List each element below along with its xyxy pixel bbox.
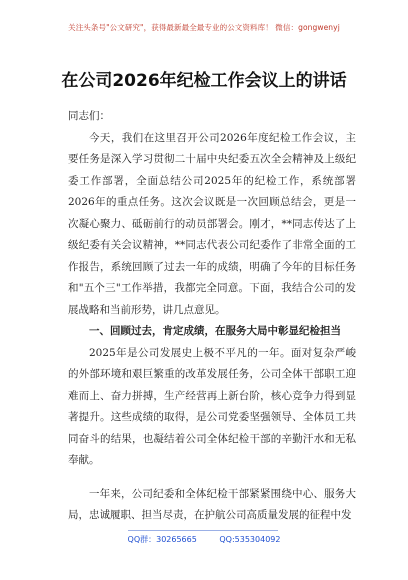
document-title: 在公司2026年纪检工作会议上的讲话 bbox=[61, 71, 347, 91]
section-paragraph: 一年来，公司纪委和全体纪检干部紧紧围绕中心、服务大局，忠诚履职、担当尽责，在护航公司高质量发展的征程中发 bbox=[68, 487, 356, 521]
document-body bbox=[68, 106, 356, 527]
section-paragraph: 2025年是公司发展史上极不平凡的一年。面对复杂严峻的外部环境和艰巨繁重的改革发展任务，公司全体干部职工迎难而上、奋力拼搏，生产经营再上新台阶，核心竞争力得到显著提升。这些成绩的取得，是公司党委坚强领导、全体员工共同奋斗的结果，也凝结着公司全体纪检干部的辛勤汗水和无私奉献。 bbox=[68, 346, 356, 466]
header-promo-note: 关注头条号"公文研究"，获得最新最全最专业的公文资料库！ 微信：gongwenyj bbox=[68, 23, 340, 32]
footer-qq-group: QQ群：30265665 bbox=[127, 535, 197, 544]
salutation: 同志们： bbox=[68, 110, 110, 122]
section-heading: 一、回顾过去，肯定成绩，在服务大局中彰显纪检担当 bbox=[89, 325, 341, 337]
footer-divider bbox=[128, 530, 278, 531]
intro-paragraph: 今天，我们在这里召开公司2026年度纪检工作会议，主要任务是深入学习贯彻二十届中央纪委五次全会精神及上级纪委工作部署，全面总结公司2025年的纪检工作，系统部署2026年的重点任务。这次会议既是一次回顾总结会，更是一次凝心聚力、砥砺前行的动员部署会。刚才，**同志传达了上级纪委有关会议精神，**同志代表公司纪委作了非常全面的工作报告，系统回顾了过去一年的成绩，明确了今年的目标任务和"五个三"工作举措，我都完全同意。下面，我结合公司的发展战略和当前形势，讲几点意见。 bbox=[68, 131, 356, 316]
footer-qq: QQ:535304092 bbox=[219, 535, 281, 544]
footer-contact bbox=[0, 534, 408, 545]
